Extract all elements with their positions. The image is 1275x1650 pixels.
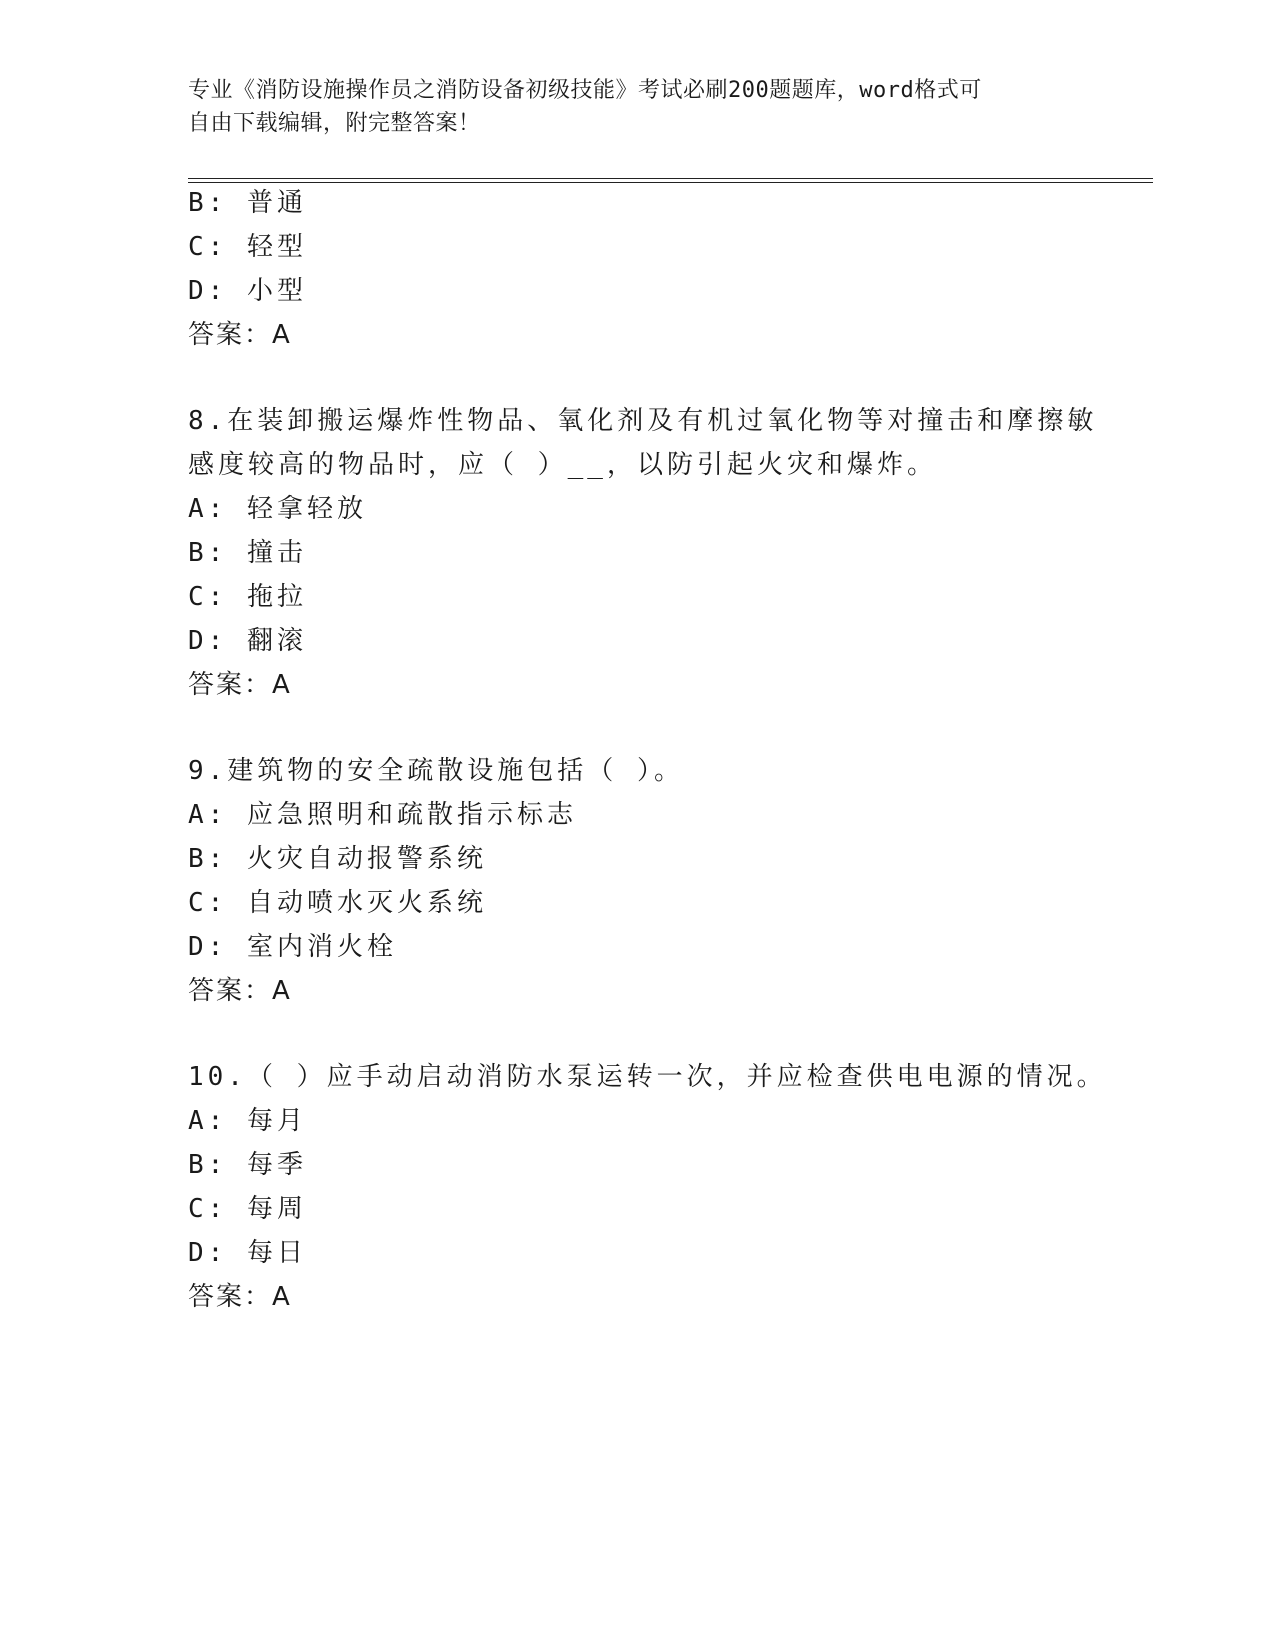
q10-option-b: B: 每季 <box>188 1150 307 1180</box>
q8-answer: 答案：A <box>188 670 292 700</box>
q8-option-c: C: 拖拉 <box>188 582 307 612</box>
q9-answer: 答案：A <box>188 976 292 1006</box>
q10-stem: 10.（ ）应手动启动消防水泵运转一次，并应检查供电电源的情况。 <box>188 1062 1107 1092</box>
q8-stem-line-2: 感度较高的物品时，应（ ）__，以防引起火灾和爆炸。 <box>188 450 937 480</box>
document-header <box>188 74 1068 140</box>
header-divider <box>188 178 1153 183</box>
q10-option-c: C: 每周 <box>188 1194 307 1224</box>
q7-option-c: C: 轻型 <box>188 232 307 262</box>
q9-option-a: A: 应急照明和疏散指示标志 <box>188 800 577 830</box>
header-title-line-1: 专业《消防设施操作员之消防设备初级技能》考试必刷200题题库，word格式可 <box>188 78 982 103</box>
q10-option-d: D: 每日 <box>188 1238 307 1268</box>
q8-option-b: B: 撞击 <box>188 538 307 568</box>
q8-option-d: D: 翻滚 <box>188 626 307 656</box>
q8-option-a: A: 轻拿轻放 <box>188 494 367 524</box>
q9-stem: 9.建筑物的安全疏散设施包括（ ）。 <box>188 756 684 786</box>
q10-option-a: A: 每月 <box>188 1106 307 1136</box>
q7-option-d: D: 小型 <box>188 276 307 306</box>
q9-option-d: D: 室内消火栓 <box>188 932 397 962</box>
q9-option-b: B: 火灾自动报警系统 <box>188 844 487 874</box>
q9-option-c: C: 自动喷水灭火系统 <box>188 888 487 918</box>
q10-answer: 答案：A <box>188 1282 292 1312</box>
header-title-line-2: 自由下载编辑，附完整答案！ <box>188 111 481 136</box>
q7-answer: 答案：A <box>188 320 292 350</box>
q8-stem-line-1: 8.在装卸搬运爆炸性物品、氧化剂及有机过氧化物等对撞击和摩擦敏 <box>188 406 1098 436</box>
q7-option-b: B: 普通 <box>188 188 307 218</box>
